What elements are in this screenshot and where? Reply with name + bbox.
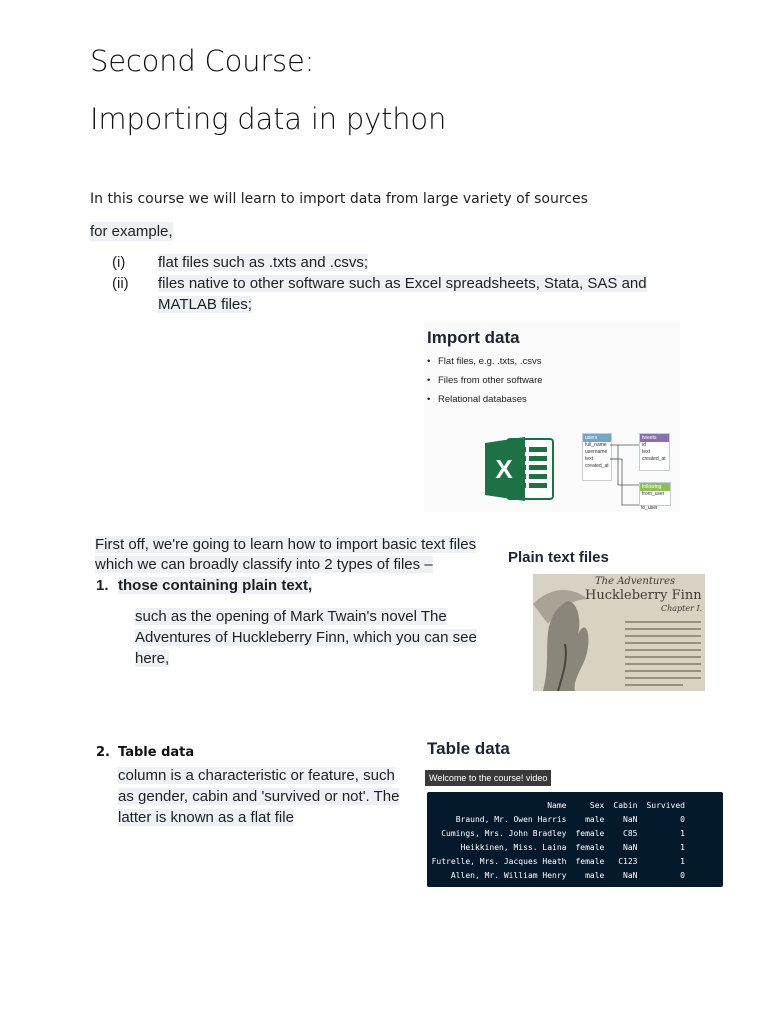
slide-title: Import data — [427, 328, 520, 347]
course-heading: Second Course: — [90, 44, 315, 78]
db-row: text — [585, 456, 594, 462]
plain-text-slide — [500, 541, 720, 701]
table-cell: Cumings, Mrs. John Bradley — [441, 828, 567, 838]
section1-num: 1. — [96, 577, 109, 594]
table-row — [423, 840, 685, 854]
section1-label: those containing plain text, — [118, 577, 313, 594]
section2-desc2: as gender, cabin and 'survived or not'. The — [118, 788, 400, 805]
following-to-user: to_user — [641, 505, 658, 511]
list-item-1: flat files such as .txts and .csvs; — [158, 254, 369, 271]
table-cell: NaN — [623, 870, 638, 880]
list-num-2: (ii) — [112, 275, 129, 292]
column-header: Name — [547, 800, 567, 810]
section1-line1: First off, we're going to learn how to import basic text files — [95, 536, 477, 553]
titanic-table-output — [427, 792, 723, 887]
slide-bullets — [424, 352, 543, 409]
table-row — [423, 826, 685, 840]
table-data-slide — [424, 737, 726, 889]
table-cell: 1 — [680, 828, 685, 838]
db-row: full_name — [585, 442, 607, 448]
table-cell: male — [585, 870, 605, 880]
section1-line2: which we can broadly classify into 2 types of files – — [95, 556, 433, 573]
table-row — [423, 868, 685, 882]
table-cell: Heikkinen, Miss. Laina — [460, 842, 567, 852]
excel-icon — [485, 435, 555, 503]
table-cell: female — [575, 856, 605, 866]
table-cell: Braund, Mr. Owen Harris — [455, 814, 567, 824]
intro-text: In this course we will learn to import data from large variety of sources — [90, 191, 588, 207]
for-example-text: for example, — [90, 223, 173, 240]
table-cell: male — [585, 814, 605, 824]
table-cell: Allen, Mr. William Henry — [450, 870, 567, 880]
table-cell: C85 — [623, 828, 638, 838]
table-cell: 1 — [680, 842, 685, 852]
table-cell: 0 — [680, 814, 685, 824]
db-row: username — [585, 449, 608, 455]
video-label[interactable]: Welcome to the course! video — [425, 770, 551, 786]
bullet: • Files from other software — [424, 371, 543, 390]
table-cell: female — [575, 828, 605, 838]
list-item-2-cont: MATLAB files; — [158, 296, 252, 313]
section2-num: 2. — [96, 745, 110, 760]
table-cell: NaN — [623, 814, 638, 824]
section1-desc1: such as the opening of Mark Twain's novel The — [135, 608, 447, 625]
book-chapter: Chapter I. — [661, 604, 703, 613]
db-row: from_user — [642, 491, 665, 497]
users-table-name: users — [583, 434, 611, 442]
column-header: Sex — [589, 800, 605, 810]
table-row — [423, 854, 685, 868]
bullet: • Relational databases — [424, 390, 543, 409]
table-cell: 0 — [680, 870, 685, 880]
section2-desc1: column is a characteristic or feature, such — [118, 767, 395, 784]
import-data-slide — [424, 322, 680, 512]
section1-desc2: Adventures of Huckleberry Finn, which you can see — [135, 629, 477, 646]
tweets-table-name: tweets — [640, 434, 669, 442]
bullet: • Flat files, e.g. .txts, .csvs — [424, 352, 543, 371]
section2-label: Table data — [118, 745, 195, 760]
table-header-row — [423, 798, 685, 812]
users-table-diagram — [582, 433, 612, 481]
section1-desc3: here, — [135, 650, 170, 667]
section2-desc3: latter is known as a flat file — [118, 809, 294, 826]
topic-heading: Importing data in python — [90, 102, 447, 136]
db-row: created_at — [585, 463, 609, 469]
table-cell: NaN — [623, 842, 638, 852]
slide-title: Table data — [427, 739, 510, 758]
book-title-line2: Huckleberry Finn — [585, 588, 702, 603]
svg-text:X: X — [495, 454, 513, 484]
db-row: created_at — [642, 456, 666, 462]
relation-lines — [610, 437, 646, 512]
table-cell: 1 — [680, 856, 685, 866]
column-header: Cabin — [613, 800, 638, 810]
table-cell: C123 — [618, 856, 638, 866]
db-row: id — [642, 442, 646, 448]
following-table-name: following — [640, 483, 670, 491]
column-header: Survived — [646, 800, 685, 810]
list-item-2: files native to other software such as Excel spreadsheets, Stata, SAS and — [158, 275, 647, 292]
db-row: text — [642, 449, 651, 455]
list-num-1: (i) — [112, 254, 126, 271]
huckleberry-finn-page-image — [533, 574, 705, 691]
table-row — [423, 812, 685, 826]
table-cell: Futrelle, Mrs. Jacques Heath — [431, 856, 567, 866]
table-cell: female — [575, 842, 605, 852]
book-title-line1: The Adventures — [595, 576, 676, 587]
slide-title: Plain text files — [508, 549, 609, 566]
data-table — [423, 798, 685, 882]
